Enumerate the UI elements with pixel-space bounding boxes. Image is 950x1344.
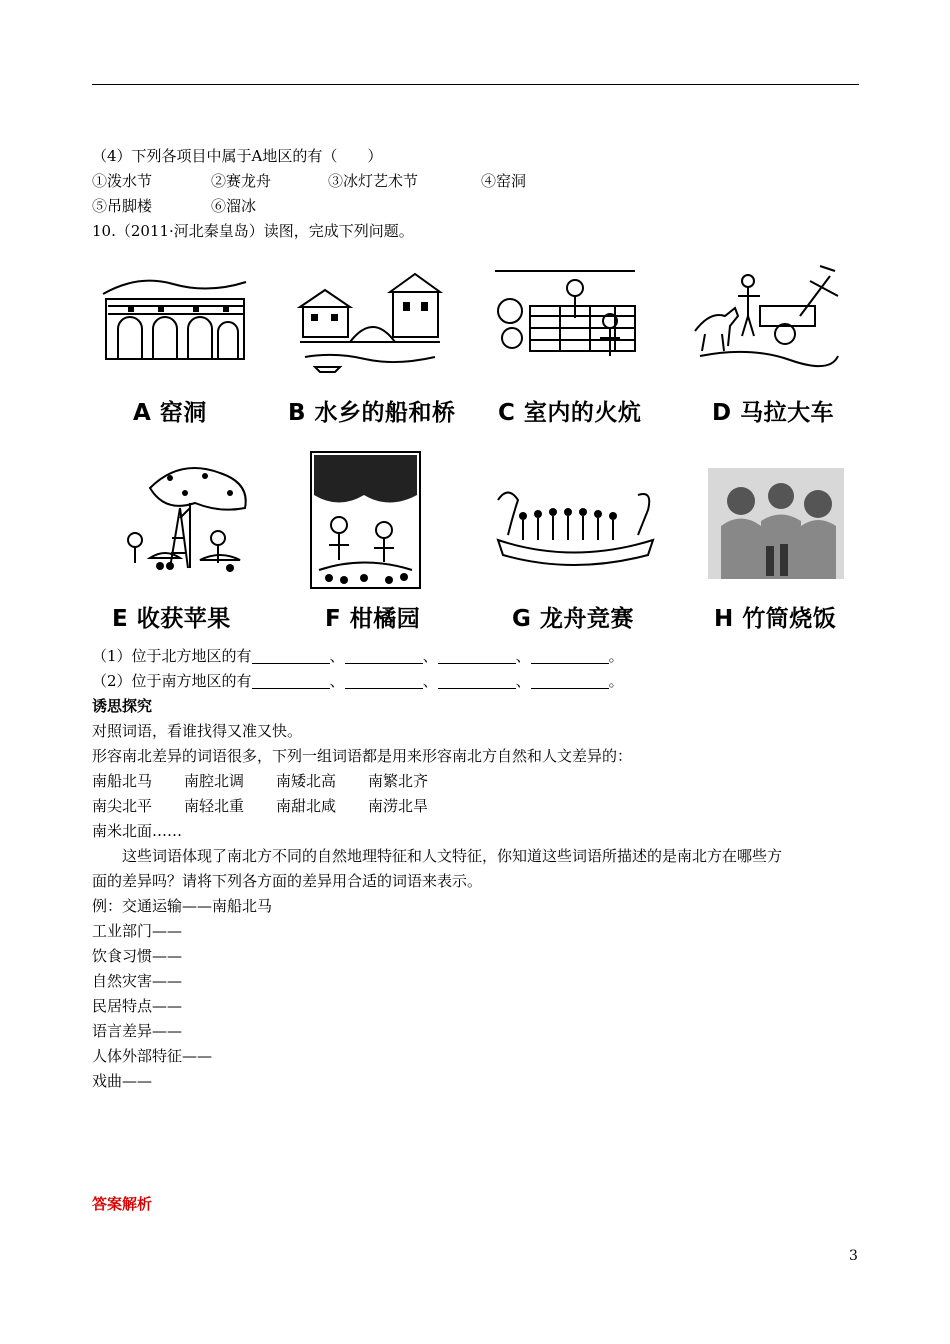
- explore-desc: 形容南北差异的词语很多，下列一组词语都是用来形容南北方自然和人文差异的：: [92, 747, 633, 765]
- caption-e: E 收获苹果: [112, 606, 231, 632]
- answer-blank[interactable]: [252, 648, 330, 664]
- separator: 、: [329, 672, 345, 690]
- caption-a: A 窑洞: [133, 400, 207, 426]
- figure-d-horse-cart: [690, 256, 840, 376]
- separator: 、: [329, 647, 345, 665]
- q4-option-4: ④窑洞: [481, 172, 527, 190]
- caption-h: H 竹筒烧饭: [714, 606, 837, 632]
- separator: 、: [422, 672, 438, 690]
- word: 南甜北咸: [276, 797, 337, 815]
- words-row2: [92, 796, 428, 816]
- period: 。: [608, 647, 624, 665]
- words-row1: [92, 771, 428, 791]
- caption-f: F 柑橘园: [325, 606, 421, 632]
- explore-intro: 对照词语，看谁找得又准又快。: [92, 722, 303, 740]
- caption-c: C 室内的火炕: [498, 400, 642, 426]
- figure-g-dragon-boat-race: [488, 480, 658, 580]
- separator: 、: [515, 647, 531, 665]
- answer-blank[interactable]: [531, 673, 609, 689]
- period: 。: [608, 672, 624, 690]
- caption-b: B 水乡的船和桥: [288, 400, 456, 426]
- explore-item-dwellings: 民居特点——: [92, 997, 183, 1015]
- explore-paragraph-1: 这些词语体现了南北方不同的自然地理特征和人文特征，你知道这些词语所描述的是南北方在哪些方: [122, 847, 783, 865]
- figure-f-orange-grove: [309, 450, 422, 590]
- figure-e-apple-harvest: [110, 458, 260, 578]
- answer-section-title: 答案解析: [92, 1195, 153, 1213]
- explore-example: 例：交通运输——南船北马: [92, 897, 273, 915]
- q4-options-row2: [92, 196, 256, 216]
- q10-sub1-prefix: （1）位于北方地区的有: [92, 647, 252, 665]
- page-number: 3: [849, 1248, 858, 1264]
- q10-sub2: [92, 671, 624, 691]
- explore-item-industry: 工业部门——: [92, 922, 183, 940]
- caption-d: D 马拉大车: [712, 400, 835, 426]
- explore-item-diet: 饮食习惯——: [92, 947, 183, 965]
- header-rule: [92, 84, 859, 85]
- answer-blank[interactable]: [438, 648, 516, 664]
- figure-h-bamboo-tube-rice: [706, 466, 846, 581]
- figure-c-heated-kang: [490, 256, 640, 376]
- word: 南繁北齐: [368, 772, 429, 790]
- q10-sub1: [92, 646, 624, 666]
- answer-blank[interactable]: [345, 673, 423, 689]
- explore-title: 诱思探究: [92, 697, 153, 715]
- q4-option-2: ②赛龙舟: [211, 172, 272, 190]
- explore-paragraph-2: 面的差异吗？请将下列各方面的差异用合适的词语来表示。: [92, 872, 483, 890]
- q4-option-6: ⑥溜冰: [211, 197, 257, 215]
- q10-stem: 10.（2011·河北秦皇岛）读图，完成下列问题。: [92, 222, 414, 240]
- word: 南腔北调: [184, 772, 245, 790]
- answer-blank[interactable]: [345, 648, 423, 664]
- word: 南矮北高: [276, 772, 337, 790]
- separator: 、: [515, 672, 531, 690]
- q10-sub2-prefix: （2）位于南方地区的有: [92, 672, 252, 690]
- answer-blank[interactable]: [531, 648, 609, 664]
- q4-stem: （4）下列各项目中属于A地区的有（ ）: [92, 147, 383, 165]
- separator: 、: [422, 647, 438, 665]
- word: 南轻北重: [184, 797, 245, 815]
- answer-blank[interactable]: [252, 673, 330, 689]
- word: 南尖北平: [92, 797, 153, 815]
- explore-item-language: 语言差异——: [92, 1022, 183, 1040]
- explore-item-physique: 人体外部特征——: [92, 1047, 213, 1065]
- q4-option-5: ⑤吊脚楼: [92, 197, 153, 215]
- q4-option-1: ①泼水节: [92, 172, 153, 190]
- answer-blank[interactable]: [438, 673, 516, 689]
- words-row3: 南米北面……: [92, 822, 183, 840]
- explore-item-opera: 戏曲——: [92, 1072, 153, 1090]
- caption-g: G 龙舟竞赛: [512, 606, 634, 632]
- q4-options-row1: [92, 171, 526, 191]
- q4-option-3: ③冰灯艺术节: [328, 172, 419, 190]
- figure-b-water-town: [295, 262, 445, 382]
- figure-a-cave-dwelling: [98, 254, 248, 374]
- explore-item-disasters: 自然灾害——: [92, 972, 183, 990]
- word: 南涝北旱: [368, 797, 429, 815]
- word: 南船北马: [92, 772, 153, 790]
